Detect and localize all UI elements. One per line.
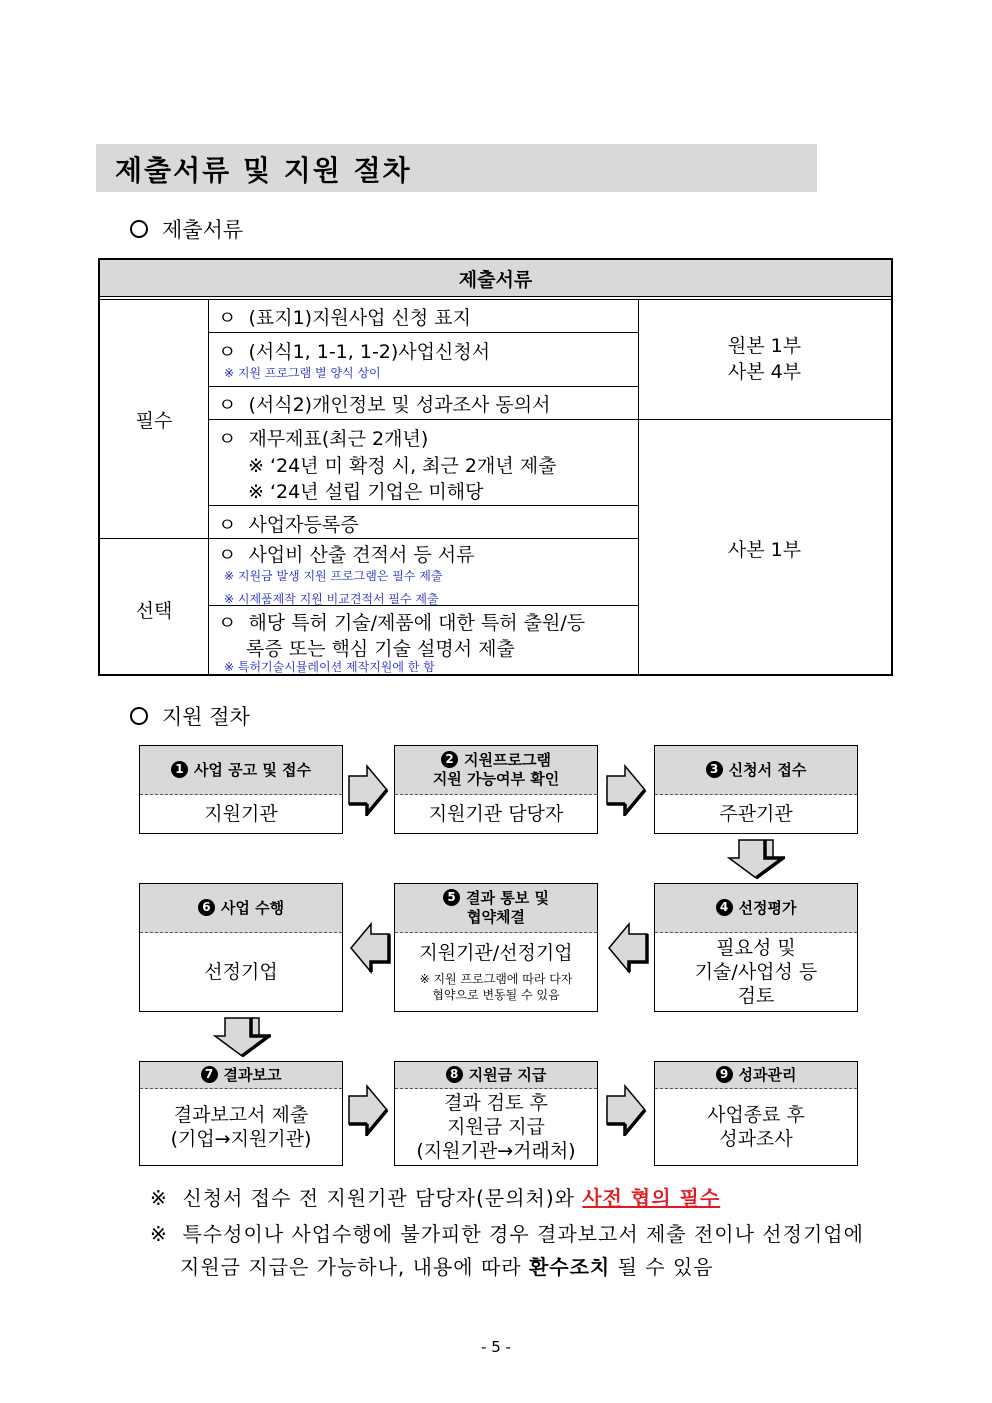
flow-step-1 xyxy=(139,745,343,834)
header-divider xyxy=(100,296,891,297)
flow-step-8 xyxy=(394,1061,598,1166)
flow-step-body: 지원기관 xyxy=(204,802,278,825)
step-number-icon: 9 xyxy=(716,1066,733,1083)
copies-first-group xyxy=(638,333,891,385)
list-item: ㅇ 사업비 산출 견적서 등 서류 xyxy=(218,544,475,566)
item-subnote: ※ ‘24년 미 확정 시, 최근 2개년 제출 xyxy=(248,455,557,477)
flow-step-body: 결과보고서 제출 (기업→지원기관) xyxy=(170,1103,312,1150)
documents-table xyxy=(98,258,893,676)
category-divider xyxy=(208,299,209,674)
flow-step-note: ※ 지원 프로그램에 따라 다자 협약으로 변동될 수 있음 xyxy=(419,971,573,1002)
note-refund: ※ 특수성이나 사업수행에 불가피한 경우 결과보고서 제출 전이나 선정기업에 xyxy=(150,1222,864,1246)
table-header xyxy=(100,260,891,296)
arrow-right-icon xyxy=(605,764,647,816)
flow-step-head: 1 사업 공고 및 접수 xyxy=(140,746,342,795)
flow-step-body: 사업종료 후 성과조사 xyxy=(707,1103,805,1150)
flow-step-7 xyxy=(139,1061,343,1166)
category-required: 필수 xyxy=(135,410,173,432)
flow-step-body: 결과 검토 후 지원금 지급 (지원기관→거래처) xyxy=(416,1091,576,1162)
step-number-icon: 5 xyxy=(443,889,460,906)
flow-step-2 xyxy=(394,745,598,834)
copies-second-group: 사본 1부 xyxy=(727,539,802,561)
flow-step-head: 5 결과 통보 및 협약체결 xyxy=(395,884,597,933)
note-consultation: ※ 신청서 접수 전 지원기관 담당자(문의처)와 사전 협의 필수 xyxy=(150,1186,721,1210)
row-divider xyxy=(208,419,891,420)
list-item-continued: 록증 또는 핵심 기술 설명서 제출 xyxy=(246,638,515,660)
flow-step-9 xyxy=(654,1061,858,1166)
category-optional: 선택 xyxy=(135,600,173,622)
circle-bullet-icon xyxy=(130,220,148,238)
copies-duplicate: 사본 4부 xyxy=(727,361,802,383)
arrow-right-icon xyxy=(347,764,389,816)
flow-step-4 xyxy=(654,883,858,1012)
section-heading-documents: 제출서류 xyxy=(130,214,243,244)
list-item: ㅇ 재무제표(최근 2개년) xyxy=(218,428,429,450)
arrow-down-icon xyxy=(727,838,785,880)
flow-step-5 xyxy=(394,883,598,1012)
arrow-left-icon xyxy=(349,922,391,974)
arrow-left-icon xyxy=(607,922,649,974)
item-note: ※ 시제품제작 지원 비교견적서 필수 제출 xyxy=(224,592,439,606)
note-refund-continued: 지원금 지급은 가능하나, 내용에 따라 환수조치 될 수 있음 xyxy=(180,1255,714,1279)
flow-step-head: 6 사업 수행 xyxy=(140,884,342,933)
flow-step-3 xyxy=(654,745,858,834)
list-item: ㅇ (표지1)지원사업 신청 표지 xyxy=(218,307,471,329)
flow-step-head: 9 성과관리 xyxy=(655,1062,857,1089)
step-number-icon: 3 xyxy=(706,761,723,778)
emphasis-refund: 환수조치 xyxy=(528,1255,611,1279)
item-subnote: ※ ‘24년 설립 기업은 미해당 xyxy=(248,481,484,503)
row-divider xyxy=(208,332,638,333)
step-number-icon: 4 xyxy=(716,899,733,916)
list-item: ㅇ (서식1, 1-1, 1-2)사업신청서 xyxy=(218,341,491,363)
item-note: ※ 지원금 발생 지원 프로그램은 필수 제출 xyxy=(224,569,443,583)
list-item: ㅇ 사업자등록증 xyxy=(218,514,359,536)
flow-step-body: 지원기관 담당자 xyxy=(428,802,564,825)
flow-step-body: 지원기관/선정기업 ※ 지원 프로그램에 따라 다자 협약으로 변동될 수 있음 xyxy=(419,941,573,1002)
page-number: - 5 - xyxy=(481,1338,511,1356)
section-heading-procedure: 지원 절차 xyxy=(130,701,250,731)
list-item: ㅇ (서식2)개인정보 및 성과조사 동의서 xyxy=(218,394,551,416)
step-number-icon: 7 xyxy=(201,1066,218,1083)
arrow-right-icon xyxy=(347,1084,389,1136)
page-title: 제출서류 및 지원 절차 xyxy=(115,154,412,187)
flow-step-head: 2 지원프로그램 지원 가능여부 확인 xyxy=(395,746,597,795)
step-number-icon: 8 xyxy=(446,1066,463,1083)
header-divider-double xyxy=(100,299,891,300)
flow-step-body: 필요성 및 기술/사업성 등 검토 xyxy=(694,936,818,1007)
flow-step-body: 주관기관 xyxy=(719,802,793,825)
arrow-down-icon xyxy=(213,1016,271,1058)
flow-step-head: 4 선정평가 xyxy=(655,884,857,933)
table-header-label: 제출서류 xyxy=(458,268,533,291)
flow-step-head: 3 신청서 접수 xyxy=(655,746,857,795)
step-number-icon: 1 xyxy=(171,761,188,778)
copies-original: 원본 1부 xyxy=(727,335,802,357)
arrow-right-icon xyxy=(605,1084,647,1136)
flow-step-body: 선정기업 xyxy=(204,960,278,983)
circle-bullet-icon xyxy=(130,707,148,725)
item-note: ※ 특허기술시뮬레이션 제작지원에 한 함 xyxy=(224,660,435,674)
step-number-icon: 6 xyxy=(198,899,215,916)
row-divider xyxy=(208,505,638,506)
flow-step-6 xyxy=(139,883,343,1012)
step-number-icon: 2 xyxy=(441,751,458,768)
flow-step-head: 7 결과보고 xyxy=(140,1062,342,1089)
row-divider xyxy=(100,538,638,539)
emphasis-required: 사전 협의 필수 xyxy=(582,1186,721,1210)
flow-step-head: 8 지원금 지급 xyxy=(395,1062,597,1089)
item-note: ※ 지원 프로그램 별 양식 상이 xyxy=(224,366,381,380)
row-divider xyxy=(208,386,638,387)
list-item: ㅇ 해당 특허 기술/제품에 대한 특허 출원/등 xyxy=(218,612,586,634)
